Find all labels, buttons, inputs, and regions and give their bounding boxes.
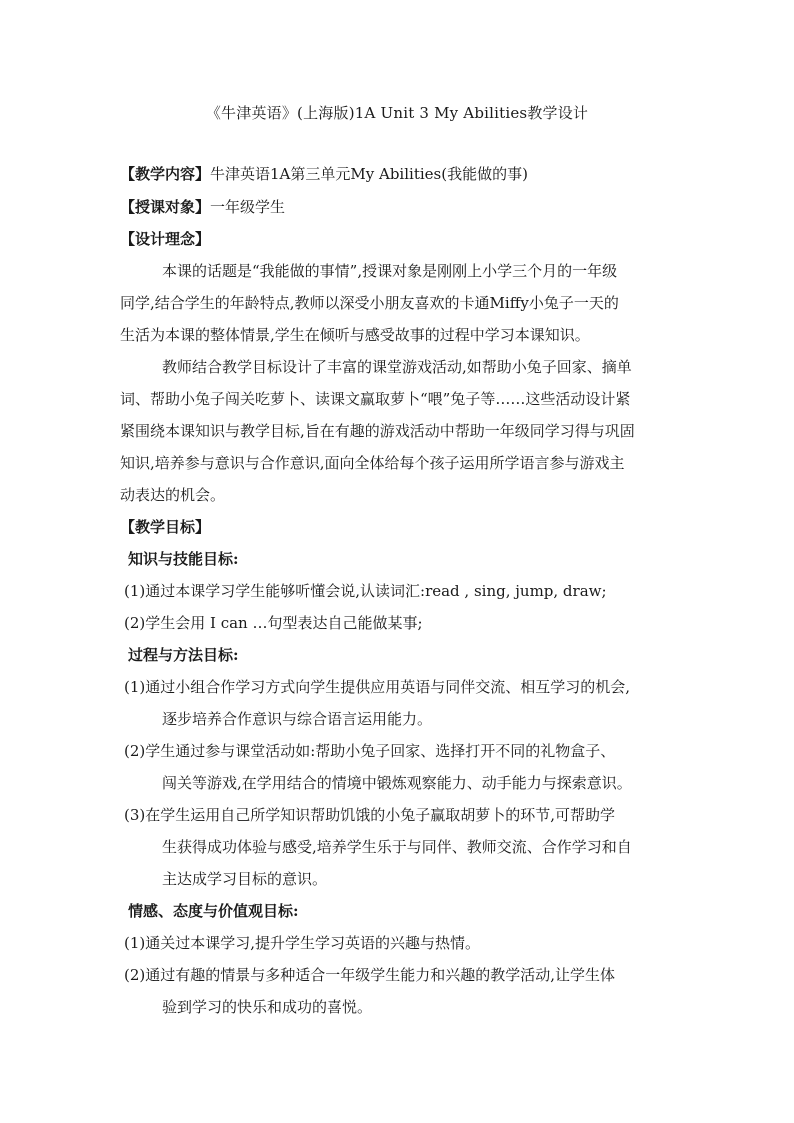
- teaching-content-line: [120, 162, 680, 186]
- emotion-goal-item: (2)通过有趣的情景与多种适合一年级学生能力和兴趣的教学活动,让学生体: [124, 966, 616, 984]
- teaching-content-label: 【教学内容】: [120, 165, 211, 183]
- concept-paragraph-2-line: 知识,培养参与意识与合作意识,面向全体给每个孩子运用所学语言参与游戏主: [120, 454, 625, 472]
- process-goal-item-cont: 主达成学习目标的意识。: [162, 870, 328, 888]
- process-goals-heading: 过程与方法目标:: [128, 646, 239, 664]
- concept-paragraph-2-line: 紧围绕本课知识与教学目标,旨在有趣的游戏活动中帮助一年级同学习得与巩固: [120, 422, 635, 440]
- process-goal-item-cont: 闯关等游戏,在学用结合的情境中锻炼观察能力、动手能力与探索意识。: [162, 774, 632, 792]
- knowledge-goal-item: (2)学生会用 I can …句型表达自己能做某事;: [124, 614, 423, 632]
- knowledge-goals-heading: 知识与技能目标:: [128, 550, 239, 568]
- concept-paragraph-1-line: 同学,结合学生的年龄特点,教师以深受小朋友喜欢的卡通Miffy小兔子一天的: [120, 294, 619, 312]
- design-concept-label: 【设计理念】: [120, 230, 211, 248]
- emotion-goals-heading: 情感、态度与价值观目标:: [128, 902, 299, 920]
- audience-line: [120, 195, 680, 219]
- process-goal-item: (2)学生通过参与课堂活动如:帮助小兔子回家、选择打开不同的礼物盒子、: [124, 742, 616, 760]
- concept-paragraph-1-line: 本课的话题是“我能做的事情”,授课对象是刚刚上小学三个月的一年级: [162, 262, 618, 280]
- knowledge-goal-item: (1)通过本课学习学生能够听懂会说,认读词汇:read , sing, jump, draw;: [124, 582, 607, 600]
- process-goal-item: (3)在学生运用自己所学知识帮助饥饿的小兔子赢取胡萝卜的环节,可帮助学: [124, 806, 616, 824]
- emotion-goal-item: (1)通关过本课学习,提升学生学习英语的兴趣与热情。: [124, 934, 481, 952]
- audience-label: 【授课对象】: [120, 198, 211, 216]
- document-title: 《牛津英语》(上海版)1A Unit 3 My Abilities教学设计: [205, 104, 589, 122]
- teaching-content-text: 牛津英语1A第三单元My Abilities(我能做的事): [210, 165, 528, 183]
- concept-paragraph-2-line: 动表达的机会。: [120, 486, 226, 504]
- audience-text: 一年级学生: [210, 198, 286, 216]
- process-goal-item: (1)通过小组合作学习方式向学生提供应用英语与同伴交流、相互学习的机会,: [124, 678, 631, 696]
- process-goal-item-cont: 生获得成功体验与感受,培养学生乐于与同伴、教师交流、合作学习和自: [162, 838, 632, 856]
- process-goal-item-cont: 逐步培养合作意识与综合语言运用能力。: [162, 710, 433, 728]
- concept-paragraph-1-line: 生活为本课的整体情景,学生在倾听与感受故事的过程中学习本课知识。: [120, 326, 590, 344]
- emotion-goal-item-cont: 验到学习的快乐和成功的喜悦。: [162, 998, 373, 1016]
- concept-paragraph-2-line: 词、帮助小兔子闯关吃萝卜、读课文赢取萝卜“喂”兔子等……这些活动设计紧: [120, 390, 631, 408]
- concept-paragraph-2-line: 教师结合教学目标设计了丰富的课堂游戏活动,如帮助小兔子回家、摘单: [162, 358, 632, 376]
- teaching-goals-label: 【教学目标】: [120, 518, 211, 536]
